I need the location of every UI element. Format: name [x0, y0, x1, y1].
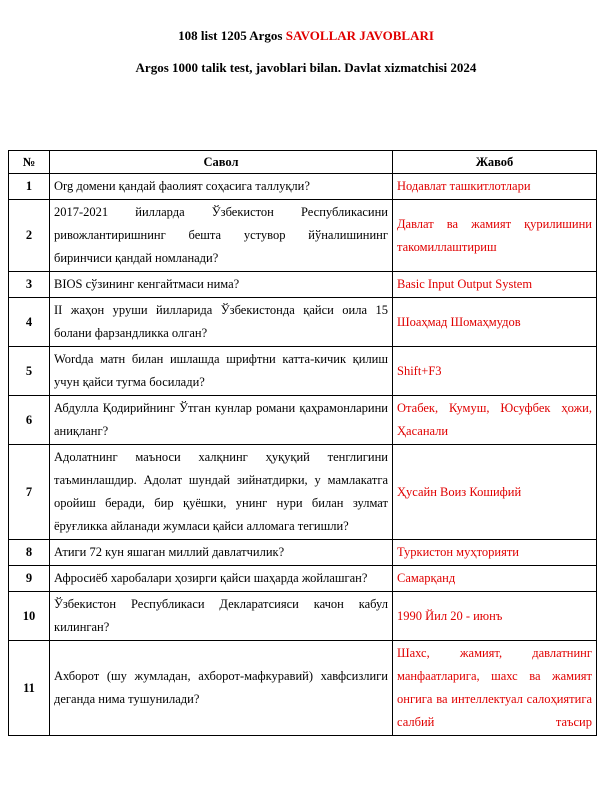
- answer-cell: Ҳусайн Воиз Кошифий: [393, 445, 597, 540]
- question-cell: II жаҳон уруши йилларида Ўзбекистонда қайси оила 15 болани фарзандликка олган?: [50, 298, 393, 347]
- row-number: 1: [9, 174, 50, 200]
- question-cell: Ўзбекистон Республикаси Декларатсияси качон кабул килинган?: [50, 592, 393, 641]
- question-cell: BIOS сўзининг кенгайтмаси нима?: [50, 272, 393, 298]
- title-accent: SAVOLLAR JAVOBLARI: [285, 28, 434, 43]
- table-row: [9, 298, 597, 347]
- question-cell: Афросиёб харобалари ҳозирги қайси шаҳарда жойлашган?: [50, 566, 393, 592]
- question-cell: Абдулла Қодирийнинг Ўтган кунлар романи қаҳрамонларини аниқланг?: [50, 396, 393, 445]
- answer-cell: Отабек, Кумуш, Юсуфбек ҳожи, Ҳасанали: [393, 396, 597, 445]
- question-cell: Wordда матн билан ишлашда шрифтни катта-кичик қилиш учун қайси тугма босилади?: [50, 347, 393, 396]
- answer-cell: Basic Input Output System: [393, 272, 597, 298]
- qa-table: [8, 150, 597, 736]
- table-row: [9, 396, 597, 445]
- answer-cell: Shift+F3: [393, 347, 597, 396]
- row-number: 11: [9, 641, 50, 736]
- answer-cell: Шоаҳмад Шомаҳмудов: [393, 298, 597, 347]
- answer-cell: Самарқанд: [393, 566, 597, 592]
- row-number: 4: [9, 298, 50, 347]
- row-number: 5: [9, 347, 50, 396]
- table-row: [9, 566, 597, 592]
- table-row: [9, 641, 597, 736]
- document-title: [0, 28, 612, 44]
- row-number: 8: [9, 540, 50, 566]
- table-row: [9, 200, 597, 272]
- table-row: [9, 592, 597, 641]
- table-header-row: [9, 151, 597, 174]
- question-cell: Адолатнинг маъноси халқнинг ҳуқуқий тенглигини таъминлашдир. Адолат шундай зийнатдирки, у мамлакатга оройиш беради, бир қуёшки, унинг нури билан зулмат ёруғликка айланади жумласи қайси алломага тегишли?: [50, 445, 393, 540]
- table-row: [9, 174, 597, 200]
- answer-cell: Туркистон муҳторияти: [393, 540, 597, 566]
- answer-cell: Шахс, жамият, давлатнинг манфаатларига, шахс ва жамият онгига ва интеллектуал салоҳиятига салбий таъсир: [393, 641, 597, 736]
- header-answer: Жавоб: [393, 151, 597, 174]
- header-num: №: [9, 151, 50, 174]
- row-number: 10: [9, 592, 50, 641]
- answer-cell: Нодавлат ташкитлотлари: [393, 174, 597, 200]
- title-prefix: 108 list 1205 Argos: [178, 28, 286, 43]
- row-number: 2: [9, 200, 50, 272]
- row-number: 6: [9, 396, 50, 445]
- table-row: [9, 445, 597, 540]
- row-number: 7: [9, 445, 50, 540]
- question-cell: Ахборот (шу жумладан, ахборот-мафкуравий) хавфсизлиги деганда нима тушунилади?: [50, 641, 393, 736]
- question-cell: 2017-2021 йилларда Ўзбекистон Республикасини ривожлантиришнинг бешта устувор йўналишининг биринчиси қандай номланади?: [50, 200, 393, 272]
- table-row: [9, 347, 597, 396]
- table-row: [9, 540, 597, 566]
- table-row: [9, 272, 597, 298]
- answer-cell: Давлат ва жамият қурилишини такомиллаштириш: [393, 200, 597, 272]
- answer-cell: 1990 Йил 20 - июнъ: [393, 592, 597, 641]
- document-subtitle: Argos 1000 talik test, javoblari bilan. Davlat xizmatchisi 2024: [135, 60, 477, 75]
- header-question: Савол: [50, 151, 393, 174]
- row-number: 3: [9, 272, 50, 298]
- question-cell: Org домени қандай фаолият соҳасига таллуқли?: [50, 174, 393, 200]
- row-number: 9: [9, 566, 50, 592]
- question-cell: Атиги 72 кун яшаган миллий давлатчилик?: [50, 540, 393, 566]
